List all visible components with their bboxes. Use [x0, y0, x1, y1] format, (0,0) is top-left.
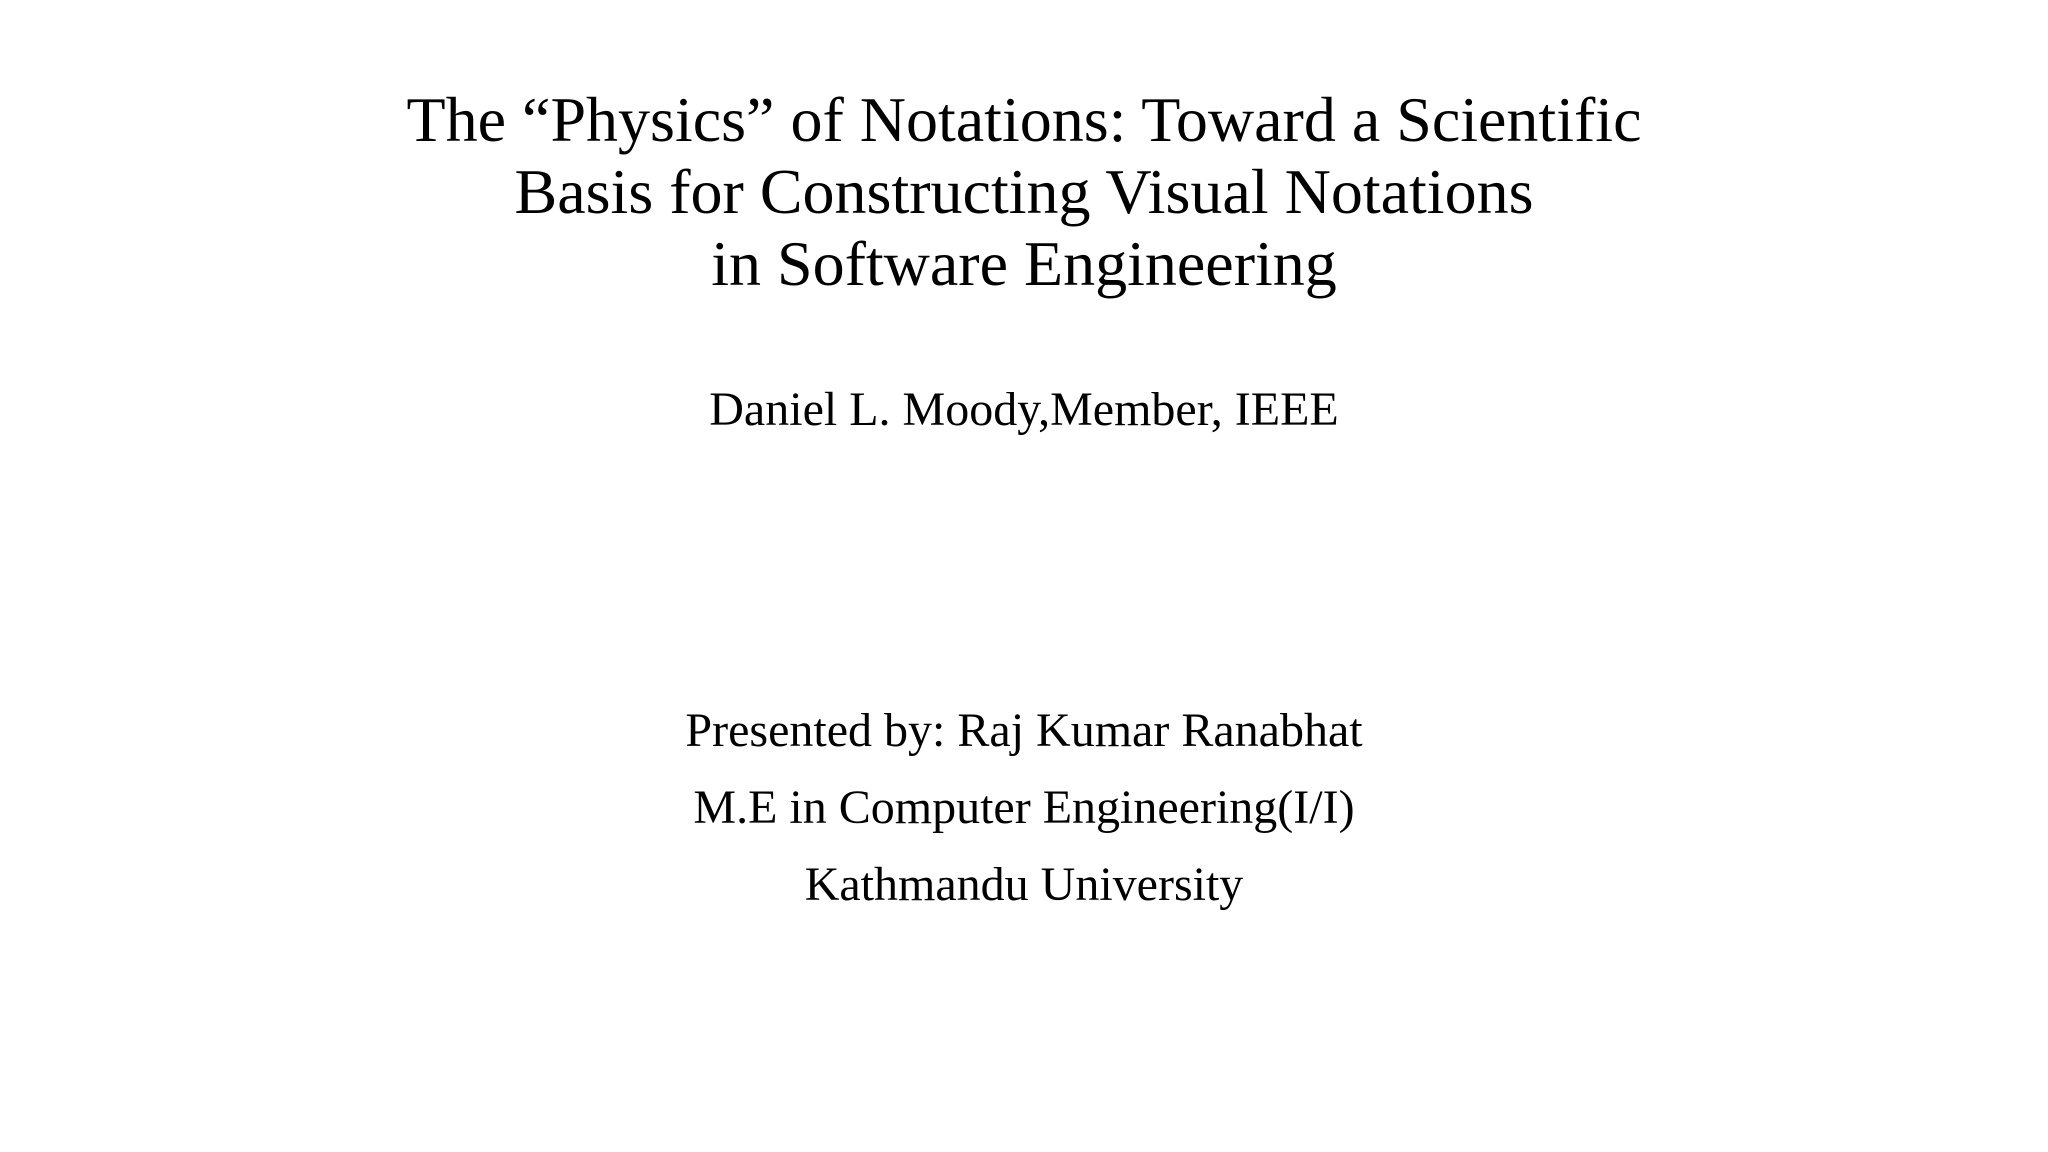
title-line-2: Basis for Constructing Visual Notations [514, 156, 1534, 227]
author-line: Daniel L. Moody,Member, IEEE [709, 383, 1339, 436]
presenter-program: M.E in Computer Engineering(I/I) [693, 781, 1355, 834]
title-line-1: The “Physics” of Notations: Toward a Scientific [406, 84, 1642, 155]
slide-title [0, 84, 2048, 300]
presenter-university: Kathmandu University [804, 858, 1244, 911]
presenter-name: Presented by: Raj Kumar Ranabhat [685, 704, 1363, 757]
presenter-info [0, 700, 2048, 931]
title-line-3: in Software Engineering [711, 228, 1337, 299]
